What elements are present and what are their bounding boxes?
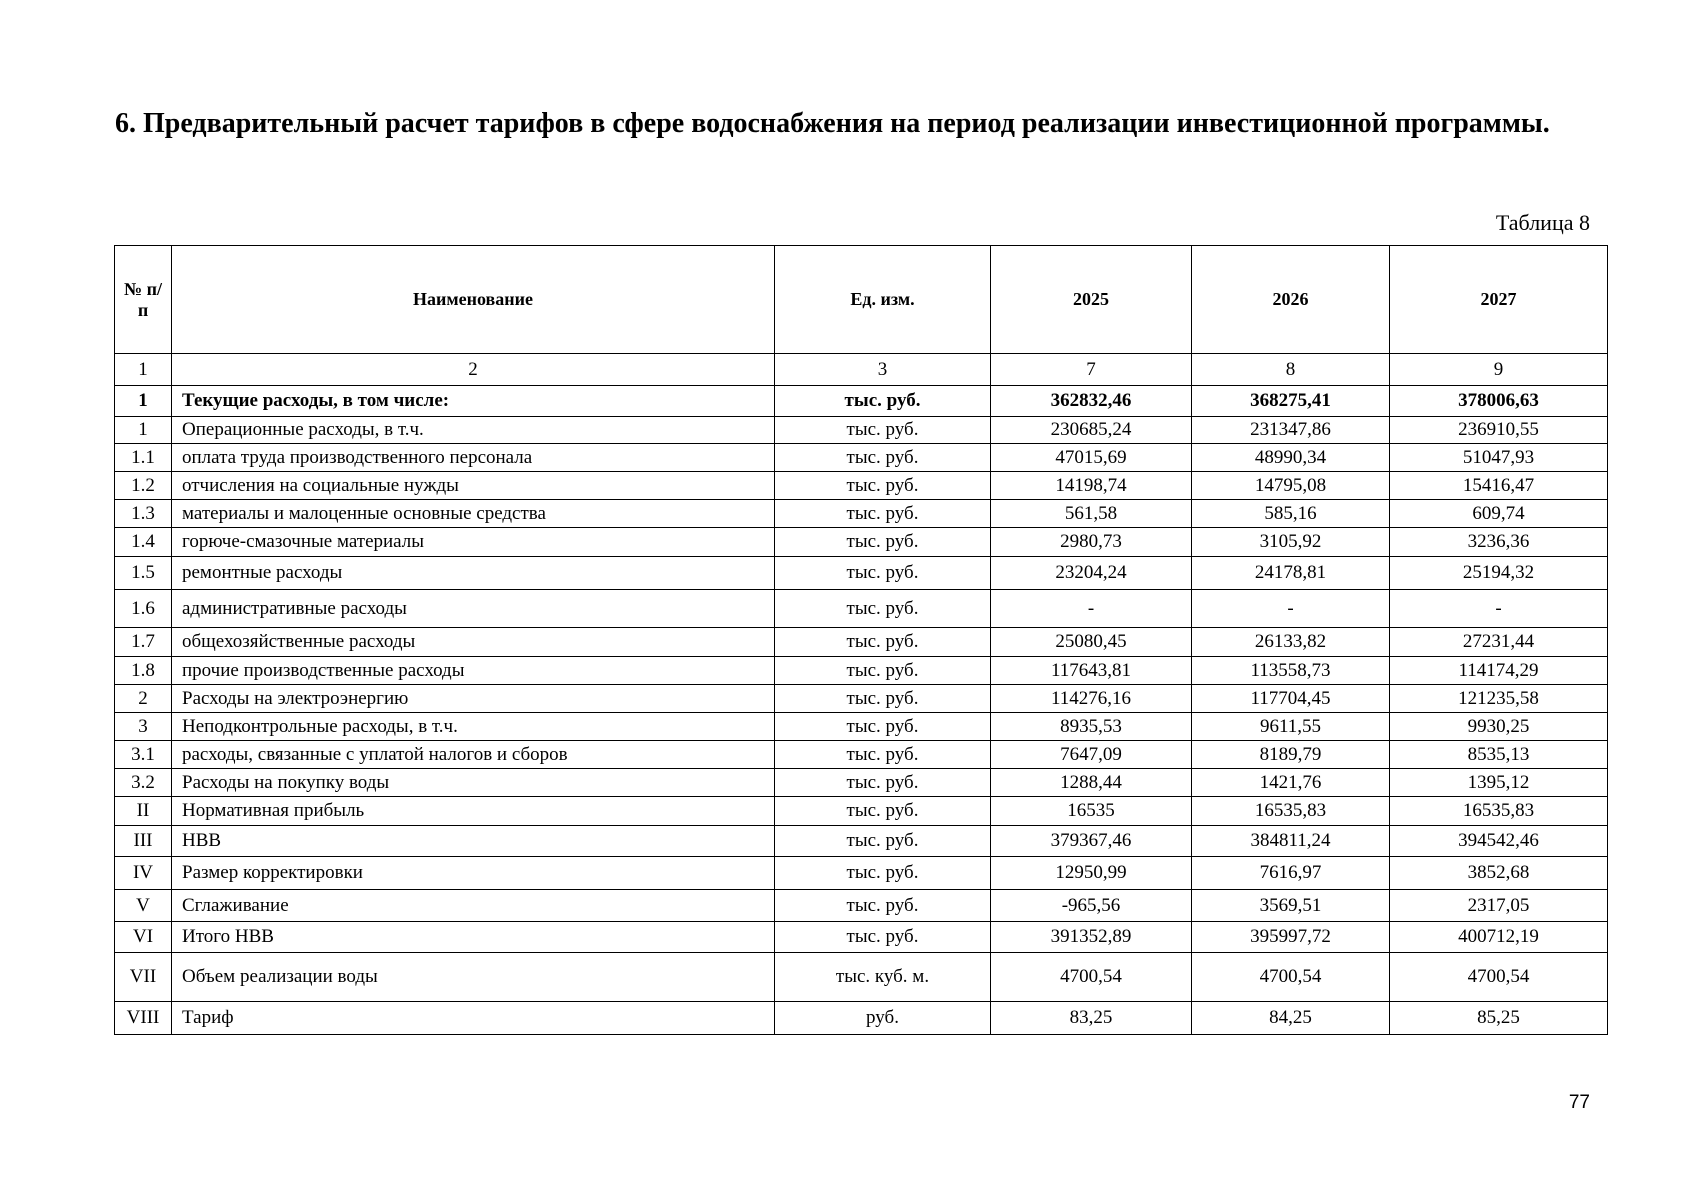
row-value-2026: 113558,73 xyxy=(1192,657,1390,685)
index-cell: 7 xyxy=(991,354,1192,386)
table-row xyxy=(115,590,1608,628)
row-value-2025: 230685,24 xyxy=(991,417,1192,444)
row-number: 1.2 xyxy=(115,472,172,500)
table-row xyxy=(115,472,1608,500)
column-index-row xyxy=(115,354,1608,386)
row-value-2025: 362832,46 xyxy=(991,386,1192,417)
section-heading: 6. Предварительный расчет тарифов в сфере водоснабжения на период реализации инвестиционной программы. xyxy=(115,108,1550,139)
row-value-2025: -965,56 xyxy=(991,890,1192,922)
row-value-2027: 400712,19 xyxy=(1390,922,1608,953)
row-value-2027: 2317,05 xyxy=(1390,890,1608,922)
row-unit: тыс. руб. xyxy=(775,741,991,769)
row-name: расходы, связанные с уплатой налогов и сборов xyxy=(172,741,775,769)
table-row xyxy=(115,713,1608,741)
row-unit: тыс. руб. xyxy=(775,826,991,857)
row-value-2027: 85,25 xyxy=(1390,1002,1608,1035)
table-row xyxy=(115,826,1608,857)
row-value-2026: 384811,24 xyxy=(1192,826,1390,857)
row-name: Сглаживание xyxy=(172,890,775,922)
row-unit: тыс. руб. xyxy=(775,590,991,628)
table-row xyxy=(115,444,1608,472)
row-name: административные расходы xyxy=(172,590,775,628)
row-number: 1.1 xyxy=(115,444,172,472)
row-value-2027: 9930,25 xyxy=(1390,713,1608,741)
row-number: 1.8 xyxy=(115,657,172,685)
row-unit: тыс. руб. xyxy=(775,417,991,444)
row-name: Операционные расходы, в т.ч. xyxy=(172,417,775,444)
row-value-2025: 1288,44 xyxy=(991,769,1192,797)
row-number: III xyxy=(115,826,172,857)
row-number: 2 xyxy=(115,685,172,713)
row-value-2027: 15416,47 xyxy=(1390,472,1608,500)
row-value-2026: - xyxy=(1192,590,1390,628)
row-value-2026: 48990,34 xyxy=(1192,444,1390,472)
row-value-2025: 14198,74 xyxy=(991,472,1192,500)
row-unit: тыс. куб. м. xyxy=(775,953,991,1002)
row-unit: тыс. руб. xyxy=(775,500,991,528)
row-value-2025: 4700,54 xyxy=(991,953,1192,1002)
row-unit: тыс. руб. xyxy=(775,657,991,685)
index-cell: 8 xyxy=(1192,354,1390,386)
row-name: Неподконтрольные расходы, в т.ч. xyxy=(172,713,775,741)
row-value-2026: 395997,72 xyxy=(1192,922,1390,953)
row-name: Расходы на покупку воды xyxy=(172,769,775,797)
row-value-2025: 561,58 xyxy=(991,500,1192,528)
row-value-2027: 16535,83 xyxy=(1390,797,1608,826)
header-year-2027: 2027 xyxy=(1390,246,1608,354)
table-caption: Таблица 8 xyxy=(1495,210,1590,235)
row-value-2026: 231347,86 xyxy=(1192,417,1390,444)
row-unit: тыс. руб. xyxy=(775,797,991,826)
row-number: V xyxy=(115,890,172,922)
table-row xyxy=(115,1002,1608,1035)
row-name: прочие производственные расходы xyxy=(172,657,775,685)
row-value-2027: 121235,58 xyxy=(1390,685,1608,713)
index-cell: 1 xyxy=(115,354,172,386)
row-name: Итого НВВ xyxy=(172,922,775,953)
table-row xyxy=(115,557,1608,590)
table-header-row xyxy=(115,246,1608,354)
row-value-2026: 14795,08 xyxy=(1192,472,1390,500)
row-value-2027: 3236,36 xyxy=(1390,528,1608,557)
row-number: 1 xyxy=(115,386,172,417)
row-name: общехозяйственные расходы xyxy=(172,628,775,657)
row-value-2025: 117643,81 xyxy=(991,657,1192,685)
row-value-2025: 12950,99 xyxy=(991,857,1192,890)
page-number: 77 xyxy=(1568,1092,1590,1113)
row-value-2027: 394542,46 xyxy=(1390,826,1608,857)
row-unit: тыс. руб. xyxy=(775,386,991,417)
row-name: Текущие расходы, в том числе: xyxy=(172,386,775,417)
row-value-2027: 114174,29 xyxy=(1390,657,1608,685)
row-value-2025: 7647,09 xyxy=(991,741,1192,769)
row-unit: тыс. руб. xyxy=(775,557,991,590)
table-row xyxy=(115,417,1608,444)
row-number: 1.7 xyxy=(115,628,172,657)
row-name: Объем реализации воды xyxy=(172,953,775,1002)
row-value-2026: 16535,83 xyxy=(1192,797,1390,826)
row-value-2027: 3852,68 xyxy=(1390,857,1608,890)
row-number: II xyxy=(115,797,172,826)
header-name: Наименование xyxy=(172,246,775,354)
row-value-2025: 2980,73 xyxy=(991,528,1192,557)
table-row xyxy=(115,922,1608,953)
row-value-2026: 585,16 xyxy=(1192,500,1390,528)
row-value-2026: 1421,76 xyxy=(1192,769,1390,797)
row-value-2025: 114276,16 xyxy=(991,685,1192,713)
table-row xyxy=(115,741,1608,769)
row-value-2025: - xyxy=(991,590,1192,628)
row-name: Размер корректировки xyxy=(172,857,775,890)
row-number: 1.3 xyxy=(115,500,172,528)
table-row xyxy=(115,657,1608,685)
row-name: горюче-смазочные материалы xyxy=(172,528,775,557)
row-value-2027: - xyxy=(1390,590,1608,628)
row-value-2025: 8935,53 xyxy=(991,713,1192,741)
row-value-2026: 26133,82 xyxy=(1192,628,1390,657)
row-number: IV xyxy=(115,857,172,890)
row-unit: тыс. руб. xyxy=(775,528,991,557)
row-value-2027: 236910,55 xyxy=(1390,417,1608,444)
row-number: 1 xyxy=(115,417,172,444)
index-cell: 2 xyxy=(172,354,775,386)
row-unit: тыс. руб. xyxy=(775,713,991,741)
row-value-2027: 1395,12 xyxy=(1390,769,1608,797)
row-value-2025: 23204,24 xyxy=(991,557,1192,590)
row-number: VI xyxy=(115,922,172,953)
table-row xyxy=(115,628,1608,657)
row-value-2026: 24178,81 xyxy=(1192,557,1390,590)
row-value-2027: 609,74 xyxy=(1390,500,1608,528)
header-year-2025: 2025 xyxy=(991,246,1192,354)
row-value-2026: 117704,45 xyxy=(1192,685,1390,713)
table-row xyxy=(115,769,1608,797)
row-name: оплата труда производственного персонала xyxy=(172,444,775,472)
row-unit: тыс. руб. xyxy=(775,890,991,922)
row-unit: тыс. руб. xyxy=(775,685,991,713)
row-value-2027: 27231,44 xyxy=(1390,628,1608,657)
row-unit: тыс. руб. xyxy=(775,444,991,472)
row-unit: тыс. руб. xyxy=(775,857,991,890)
row-value-2026: 368275,41 xyxy=(1192,386,1390,417)
row-name: Тариф xyxy=(172,1002,775,1035)
table-row xyxy=(115,500,1608,528)
table-row xyxy=(115,797,1608,826)
row-value-2026: 8189,79 xyxy=(1192,741,1390,769)
row-value-2025: 83,25 xyxy=(991,1002,1192,1035)
row-number: 3 xyxy=(115,713,172,741)
index-cell: 3 xyxy=(775,354,991,386)
index-cell: 9 xyxy=(1390,354,1608,386)
row-name: НВВ xyxy=(172,826,775,857)
row-name: Нормативная прибыль xyxy=(172,797,775,826)
row-number: VIII xyxy=(115,1002,172,1035)
row-value-2027: 51047,93 xyxy=(1390,444,1608,472)
row-value-2027: 8535,13 xyxy=(1390,741,1608,769)
row-value-2025: 379367,46 xyxy=(991,826,1192,857)
table-row xyxy=(115,953,1608,1002)
row-name: Расходы на электроэнергию xyxy=(172,685,775,713)
row-unit: тыс. руб. xyxy=(775,769,991,797)
row-unit: тыс. руб. xyxy=(775,922,991,953)
row-value-2026: 4700,54 xyxy=(1192,953,1390,1002)
row-value-2025: 391352,89 xyxy=(991,922,1192,953)
table-row xyxy=(115,890,1608,922)
row-unit: руб. xyxy=(775,1002,991,1035)
row-number: 3.1 xyxy=(115,741,172,769)
row-number: VII xyxy=(115,953,172,1002)
table-row xyxy=(115,685,1608,713)
table-row xyxy=(115,528,1608,557)
table-row xyxy=(115,857,1608,890)
header-unit: Ед. изм. xyxy=(775,246,991,354)
table-row xyxy=(115,386,1608,417)
row-name: материалы и малоценные основные средства xyxy=(172,500,775,528)
row-value-2027: 25194,32 xyxy=(1390,557,1608,590)
row-unit: тыс. руб. xyxy=(775,472,991,500)
row-value-2026: 9611,55 xyxy=(1192,713,1390,741)
row-value-2027: 4700,54 xyxy=(1390,953,1608,1002)
row-value-2026: 84,25 xyxy=(1192,1002,1390,1035)
row-value-2026: 7616,97 xyxy=(1192,857,1390,890)
row-unit: тыс. руб. xyxy=(775,628,991,657)
row-number: 1.5 xyxy=(115,557,172,590)
row-name: ремонтные расходы xyxy=(172,557,775,590)
row-value-2025: 47015,69 xyxy=(991,444,1192,472)
tariff-table xyxy=(114,245,1608,1035)
row-number: 3.2 xyxy=(115,769,172,797)
row-value-2025: 16535 xyxy=(991,797,1192,826)
row-name: отчисления на социальные нужды xyxy=(172,472,775,500)
header-num: № п/п xyxy=(115,246,172,354)
row-value-2026: 3105,92 xyxy=(1192,528,1390,557)
row-number: 1.4 xyxy=(115,528,172,557)
row-value-2027: 378006,63 xyxy=(1390,386,1608,417)
header-year-2026: 2026 xyxy=(1192,246,1390,354)
row-value-2025: 25080,45 xyxy=(991,628,1192,657)
row-number: 1.6 xyxy=(115,590,172,628)
row-value-2026: 3569,51 xyxy=(1192,890,1390,922)
